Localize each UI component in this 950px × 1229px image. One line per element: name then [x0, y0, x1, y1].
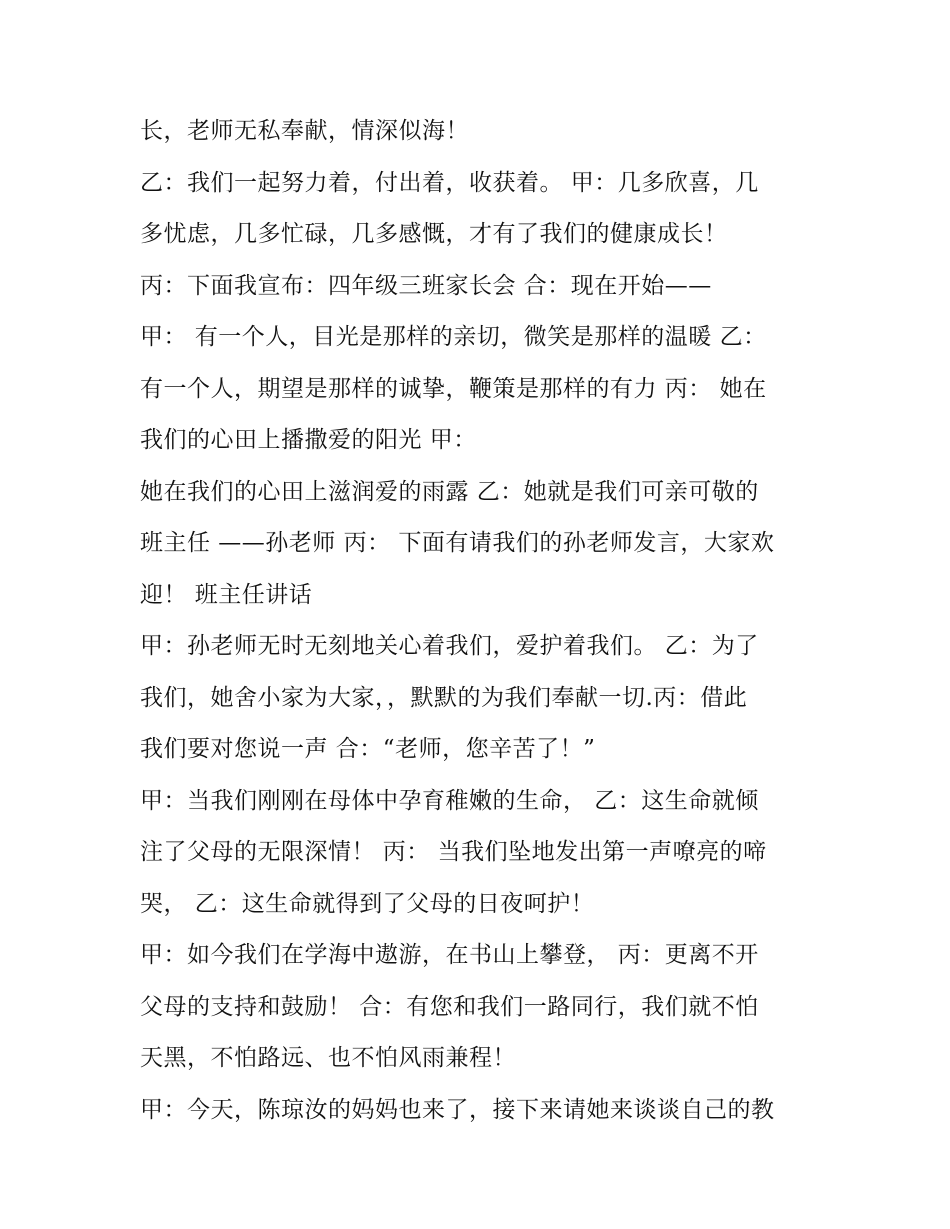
text-line: 甲： 有一个人，目光是那样的亲切，微笑是那样的温暖 乙： — [140, 324, 767, 350]
text-line: 我们，她舍小家为大家，，默默的为我们奉献一切.丙：借此 — [140, 684, 748, 711]
text-line: 甲：如今我们在学海中遨游，在书山上攀登， 丙：更离不开 — [140, 942, 759, 968]
text-line: 天黑，不怕路远、也不怕风雨兼程！ — [140, 1045, 516, 1071]
text-line: 丙：下面我宣布：四年级三班家长会 合：现在开始—— — [140, 272, 712, 299]
text-line: 她在我们的心田上滋润爱的雨露 乙：她就是我们可亲可敬的 — [140, 478, 759, 505]
text-line: 甲：孙老师无时无刻地关心着我们，爱护着我们。 乙：为了 — [140, 633, 759, 659]
text-line: 多忧虑，几多忙碌，几多感慨，才有了我们的健康成长！ — [140, 221, 728, 247]
text-line: 迎！ 班主任讲话 — [140, 581, 313, 608]
text-line: 班主任 ——孙老师 丙： 下面有请我们的孙老师发言，大家欢 — [140, 530, 775, 556]
text-line: 我们要对您说一声 合：“老师，您辛苦了！” — [140, 736, 596, 762]
text-line: 我们的心田上播撒爱的阳光 甲： — [140, 427, 477, 453]
text-line: 甲：当我们刚刚在母体中孕育稚嫩的生命， 乙：这生命就倾 — [140, 787, 759, 814]
text-line: 注了父母的无限深情！ 丙： 当我们坠地发出第一声嘹亮的啼 — [140, 839, 767, 865]
text-line: 乙：我们一起努力着，付出着，收获着。 甲：几多欣喜，几 — [140, 169, 759, 196]
text-line: 哭， 乙：这生命就得到了父母的日夜呵护！ — [140, 890, 595, 917]
text-line: 甲：今天，陈琼汝的妈妈也来了，接下来请她来谈谈自己的教 — [140, 1096, 775, 1123]
document-body — [140, 106, 830, 1136]
text-line: 长，老师无私奉献，情深似海！ — [140, 118, 469, 144]
text-line: 有一个人，期望是那样的诚挚，鞭策是那样的有力 丙： 她在 — [140, 375, 767, 402]
text-line: 父母的支持和鼓励！ 合：有您和我们一路同行，我们就不怕 — [140, 993, 759, 1020]
